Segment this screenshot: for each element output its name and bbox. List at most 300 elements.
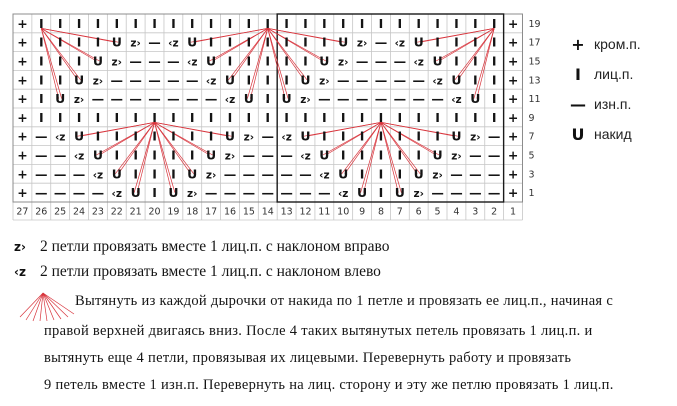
chart-cell-purl-stitch: — xyxy=(393,53,407,69)
chart-cell-purl-stitch: — xyxy=(223,185,237,201)
chart-cell-knit-stitch: I xyxy=(303,15,308,31)
row-number-label: 5 xyxy=(528,150,535,162)
chart-cell-knit-stitch: I xyxy=(284,15,289,31)
chart-cell-purl-stitch: — xyxy=(148,34,161,50)
chart-cell-knit-stitch: I xyxy=(57,34,63,50)
chart-cell-knit-stitch: I xyxy=(133,147,138,163)
chart-cell-purl-stitch: — xyxy=(242,185,256,201)
chart-cell-knit-stitch: I xyxy=(359,109,365,125)
chart-cell-purl-stitch: — xyxy=(186,72,199,88)
chart-cell-edge-stitch: + xyxy=(17,166,28,182)
chart-cell-knit-stitch: I xyxy=(265,72,271,88)
chart-cell-knit-stitch: I xyxy=(76,15,82,31)
chart-cell-purl-stitch: — xyxy=(72,185,86,201)
fan-icon-line xyxy=(43,293,68,317)
chart-cell-knit-stitch: I xyxy=(171,15,176,31)
chart-cell-purl-stitch: — xyxy=(355,53,369,69)
knit-stitch-symbol: I xyxy=(575,64,581,84)
chart-cell-knit-stitch: I xyxy=(227,15,233,31)
chart-cell-knit-stitch: I xyxy=(189,147,195,163)
chart-cell-yarn-over: U xyxy=(187,166,198,182)
chart-cell-edge-stitch: + xyxy=(17,185,28,201)
chart-cell-purl-stitch: — xyxy=(242,147,256,163)
chart-cell-right-lean-decrease: z› xyxy=(451,150,462,163)
chart-cell-edge-stitch: + xyxy=(507,109,519,125)
pulled-loop-line xyxy=(38,28,58,98)
left-lean-decrease-icon: ‹z xyxy=(14,265,26,279)
yarn-over-label: накид xyxy=(594,126,632,142)
column-number-label: 7 xyxy=(396,206,403,218)
chart-cell-yarn-over: U xyxy=(357,185,368,201)
column-number-label: 3 xyxy=(472,206,479,218)
chart-cell-purl-stitch: — xyxy=(299,166,312,182)
chart-cell-knit-stitch: I xyxy=(303,53,308,69)
chart-cell-knit-stitch: I xyxy=(472,72,478,88)
chart-cell-knit-stitch: I xyxy=(152,15,157,31)
chart-cell-edge-stitch: + xyxy=(17,147,28,163)
chart-cell-yarn-over: U xyxy=(451,128,462,144)
chart-cell-knit-stitch: I xyxy=(57,72,63,88)
column-number-label: 22 xyxy=(110,206,123,218)
chart-cell-yarn-over: U xyxy=(451,72,462,88)
chart-cell-yarn-over: U xyxy=(73,128,85,144)
right-lean-decrease-text: 2 петли провязать вместе 1 лиц.п. с наклоном вправо xyxy=(40,238,390,255)
chart-cell-knit-stitch: I xyxy=(38,53,44,69)
chart-cell-left-lean-decrease: ‹z xyxy=(432,75,443,88)
note-left-lean-decrease xyxy=(14,263,381,281)
chart-cell-knit-stitch: I xyxy=(208,109,214,125)
chart-cell-knit-stitch: I xyxy=(435,34,440,50)
chart-cell-purl-stitch: — xyxy=(167,91,180,107)
chart-cell-knit-stitch: I xyxy=(265,109,271,125)
chart-cell-knit-stitch: I xyxy=(378,109,384,125)
chart-cell-purl-stitch: — xyxy=(487,185,501,201)
note-right-lean-decrease xyxy=(14,238,389,256)
chart-cell-yarn-over: U xyxy=(111,166,122,182)
chart-cell-knit-stitch: I xyxy=(491,91,497,107)
chart-cell-purl-stitch: — xyxy=(242,166,256,182)
chart-cell-purl-stitch: — xyxy=(223,166,237,182)
chart-cell-purl-stitch: — xyxy=(412,91,425,107)
chart-cell-knit-stitch: I xyxy=(38,34,44,50)
chart-cell-purl-stitch: — xyxy=(374,91,388,107)
chart-cell-purl-stitch: — xyxy=(393,72,407,88)
chart-cell-purl-stitch: — xyxy=(129,53,142,69)
chart-cell-purl-stitch: — xyxy=(204,185,218,201)
chart-cell-purl-stitch: — xyxy=(318,91,331,107)
chart-cell-yarn-over: U xyxy=(394,185,405,201)
chart-cell-knit-stitch: I xyxy=(152,185,157,201)
chart-cell-right-lean-decrease: z› xyxy=(224,150,236,163)
chart-cell-knit-stitch: I xyxy=(454,15,459,31)
chart-cell-knit-stitch: I xyxy=(378,147,384,163)
chart-cell-knit-stitch: I xyxy=(378,15,384,31)
chart-cell-yarn-over: U xyxy=(92,53,103,69)
chart-cell-yarn-over: U xyxy=(55,91,66,107)
chart-cell-right-lean-decrease: z› xyxy=(92,75,104,88)
chart-cell-left-lean-decrease: ‹z xyxy=(394,37,406,50)
chart-cell-purl-stitch: — xyxy=(72,166,86,182)
chart-cell-purl-stitch: — xyxy=(487,166,501,182)
chart-cell-knit-stitch: I xyxy=(491,15,497,31)
chart-cell-knit-stitch: I xyxy=(246,34,252,50)
chart-cell-knit-stitch: I xyxy=(265,34,271,50)
chart-cell-knit-stitch: I xyxy=(397,147,403,163)
chart-cell-purl-stitch: — xyxy=(374,72,388,88)
chart-cell-knit-stitch: I xyxy=(95,128,101,144)
chart-cell-purl-stitch: — xyxy=(450,166,463,182)
chart-cell-edge-stitch: + xyxy=(17,109,28,125)
chart-cell-purl-stitch: — xyxy=(280,166,293,182)
chart-cell-right-lean-decrease: z› xyxy=(205,169,217,182)
chart-cell-yarn-over: U xyxy=(168,185,179,201)
column-number-label: 2 xyxy=(491,206,498,218)
chart-cell-left-lean-decrease: ‹z xyxy=(451,94,462,107)
chart-cell-knit-stitch: I xyxy=(491,34,497,50)
chart-cell-edge-stitch: + xyxy=(507,72,519,88)
chart-cell-purl-stitch: — xyxy=(148,91,161,107)
chart-cell-purl-stitch: — xyxy=(299,185,312,201)
chart-cell-knit-stitch: I xyxy=(265,91,271,107)
chart-cell-knit-stitch: I xyxy=(76,109,82,125)
column-number-label: 17 xyxy=(205,206,218,218)
column-number-label: 14 xyxy=(261,206,274,218)
chart-cell-knit-stitch: I xyxy=(57,109,63,125)
column-number-label: 20 xyxy=(148,206,161,218)
chart-cell-yarn-over: U xyxy=(319,53,330,69)
chart-cell-purl-stitch: — xyxy=(336,91,350,107)
chart-cell-knit-stitch: I xyxy=(322,109,327,125)
column-number-label: 11 xyxy=(318,206,331,218)
chart-cell-purl-stitch: — xyxy=(318,185,331,201)
chart-cell-yarn-over: U xyxy=(92,147,103,163)
chart-cell-purl-stitch: — xyxy=(487,128,501,144)
row-number-label: 15 xyxy=(528,56,541,68)
column-number-label: 10 xyxy=(337,206,350,218)
chart-cell-knit-stitch: I xyxy=(133,166,138,182)
chart-cell-purl-stitch: — xyxy=(261,185,274,201)
column-number-label: 13 xyxy=(280,206,293,218)
chart-cell-knit-stitch: I xyxy=(189,109,195,125)
chart-cell-knit-stitch: I xyxy=(340,109,346,125)
chart-cell-edge-stitch: + xyxy=(507,91,519,107)
chart-cell-purl-stitch: — xyxy=(110,91,124,107)
edge-stitch-symbol: + xyxy=(571,34,585,54)
chart-cell-yarn-over: U xyxy=(206,147,217,163)
pull-instructions-line-3: вытянуть еще 4 петли, провязывая их лицевыми. Перевернуть работу и провязать xyxy=(44,350,572,366)
column-number-label: 4 xyxy=(453,206,460,218)
chart-cell-knit-stitch: I xyxy=(284,72,289,88)
chart-cell-knit-stitch: I xyxy=(152,147,157,163)
chart-cell-purl-stitch: — xyxy=(148,72,161,88)
chart-cell-knit-stitch: I xyxy=(171,166,176,182)
chart-cell-yarn-over: U xyxy=(111,34,122,50)
chart-cell-knit-stitch: I xyxy=(152,166,157,182)
pulled-loop-line xyxy=(268,28,285,98)
chart-cell-knit-stitch: I xyxy=(435,128,440,144)
chart-cell-purl-stitch: — xyxy=(204,91,218,107)
chart-cell-knit-stitch: I xyxy=(359,147,365,163)
chart-cell-purl-stitch: — xyxy=(53,147,67,163)
chart-cell-yarn-over: U xyxy=(338,34,349,50)
chart-cell-knit-stitch: I xyxy=(491,72,497,88)
row-number-label: 11 xyxy=(528,94,541,106)
pulled-loops-fan-icon xyxy=(16,290,76,322)
column-number-label: 12 xyxy=(299,206,312,218)
chart-cell-edge-stitch: + xyxy=(17,91,28,107)
chart-cell-right-lean-decrease: z› xyxy=(319,75,330,88)
chart-cell-yarn-over: U xyxy=(470,91,481,107)
chart-cell-knit-stitch: I xyxy=(416,109,422,125)
chart-cell-yarn-over: U xyxy=(338,166,349,182)
chart-cell-knit-stitch: I xyxy=(152,109,157,125)
chart-cell-purl-stitch: — xyxy=(261,128,274,144)
chart-cell-edge-stitch: + xyxy=(507,128,519,144)
chart-cell-knit-stitch: I xyxy=(284,34,289,50)
column-number-label: 21 xyxy=(129,206,142,218)
chart-cell-knit-stitch: I xyxy=(57,15,63,31)
chart-cell-knit-stitch: I xyxy=(227,109,233,125)
chart-cell-right-lean-decrease: z› xyxy=(432,169,443,182)
chart-cell-knit-stitch: I xyxy=(76,53,82,69)
chart-cell-right-lean-decrease: z› xyxy=(111,56,123,69)
row-number-label: 7 xyxy=(528,131,535,143)
chart-cell-knit-stitch: I xyxy=(472,15,478,31)
chart-cell-right-lean-decrease: z› xyxy=(187,188,198,201)
chart-cell-purl-stitch: — xyxy=(431,91,444,107)
chart-cell-knit-stitch: I xyxy=(246,109,252,125)
legend-purl-stitch xyxy=(569,94,631,114)
chart-cell-yarn-over: U xyxy=(319,147,330,163)
chart-cell-knit-stitch: I xyxy=(38,15,44,31)
chart-cell-edge-stitch: + xyxy=(507,166,519,182)
chart-cell-knit-stitch: I xyxy=(454,109,459,125)
chart-cell-knit-stitch: I xyxy=(491,109,497,125)
chart-cell-left-lean-decrease: ‹z xyxy=(300,150,311,163)
chart-cell-knit-stitch: I xyxy=(359,15,365,31)
chart-cell-knit-stitch: I xyxy=(38,109,44,125)
pull-instructions-line-1: Вытянуть из каждой дырочки от накида по 1 петле и провязать ее лиц.п., начиная с xyxy=(75,293,614,309)
chart-cell-purl-stitch: — xyxy=(110,72,124,88)
chart-cell-yarn-over: U xyxy=(413,166,424,182)
chart-cell-edge-stitch: + xyxy=(507,15,519,31)
chart-cell-knit-stitch: I xyxy=(171,109,176,125)
chart-cell-edge-stitch: + xyxy=(17,72,28,88)
chart-cell-yarn-over: U xyxy=(281,91,292,107)
column-number-label: 18 xyxy=(186,206,199,218)
chart-cell-knit-stitch: I xyxy=(171,147,176,163)
legend-yarn-over xyxy=(569,124,632,144)
chart-cell-knit-stitch: I xyxy=(472,34,478,50)
edge-stitch-label: кром.п. xyxy=(594,36,641,52)
chart-cell-purl-stitch: — xyxy=(336,72,350,88)
row-number-label: 19 xyxy=(528,18,541,30)
chart-cell-knit-stitch: I xyxy=(114,109,120,125)
chart-cell-edge-stitch: + xyxy=(507,147,519,163)
chart-cell-knit-stitch: I xyxy=(76,34,82,50)
chart-cell-knit-stitch: I xyxy=(397,109,403,125)
chart-cell-knit-stitch: I xyxy=(208,34,214,50)
chart-cell-yarn-over: U xyxy=(224,128,236,144)
chart-cell-knit-stitch: I xyxy=(208,128,214,144)
chart-cell-knit-stitch: I xyxy=(38,72,44,88)
chart-cell-knit-stitch: I xyxy=(491,53,497,69)
chart-cell-right-lean-decrease: z› xyxy=(337,56,349,69)
chart-cell-knit-stitch: I xyxy=(171,128,176,144)
chart-cell-right-lean-decrease: z› xyxy=(130,37,141,50)
column-number-label: 5 xyxy=(434,206,441,218)
chart-cell-right-lean-decrease: z› xyxy=(470,131,481,144)
chart-cell-knit-stitch: I xyxy=(95,34,101,50)
chart-cell-knit-stitch: I xyxy=(95,109,101,125)
chart-cell-purl-stitch: — xyxy=(35,128,48,144)
chart-cell-left-lean-decrease: ‹z xyxy=(92,169,104,182)
chart-cell-right-lean-decrease: z› xyxy=(73,94,85,107)
chart-cell-left-lean-decrease: ‹z xyxy=(224,94,236,107)
chart-cell-right-lean-decrease: z› xyxy=(243,131,255,144)
chart-cell-yarn-over: U xyxy=(243,91,254,107)
chart-cell-knit-stitch: I xyxy=(359,166,365,182)
chart-cell-purl-stitch: — xyxy=(186,91,199,107)
chart-cell-knit-stitch: I xyxy=(359,128,365,144)
chart-cell-yarn-over: U xyxy=(187,34,198,50)
chart-cell-knit-stitch: I xyxy=(378,166,384,182)
chart-cell-knit-stitch: I xyxy=(472,53,478,69)
pull-instructions-line-4: 9 петель вместе 1 изн.п. Перевернуть на лиц. сторону и эту же петлю провязать 1 лиц.п. xyxy=(44,377,614,393)
chart-cell-yarn-over: U xyxy=(300,128,311,144)
chart-cell-left-lean-decrease: ‹z xyxy=(337,188,349,201)
chart-cell-knit-stitch: I xyxy=(303,34,308,50)
column-number-label: 16 xyxy=(223,206,237,218)
chart-cell-knit-stitch: I xyxy=(397,128,403,144)
chart-cell-yarn-over: U xyxy=(432,147,443,163)
chart-cell-right-lean-decrease: z› xyxy=(413,188,424,201)
yarn-over-symbol: U xyxy=(571,124,585,144)
chart-cell-purl-stitch: — xyxy=(91,91,105,107)
chart-cell-purl-stitch: — xyxy=(35,147,48,163)
chart-cell-knit-stitch: I xyxy=(397,166,403,182)
chart-cell-edge-stitch: + xyxy=(17,15,28,31)
chart-cell-purl-stitch: — xyxy=(469,166,482,182)
chart-cell-edge-stitch: + xyxy=(507,185,519,201)
purl-stitch-label: изн.п. xyxy=(594,96,632,112)
chart-cell-knit-stitch: I xyxy=(435,109,440,125)
column-number-label: 9 xyxy=(359,206,366,218)
chart-cell-purl-stitch: — xyxy=(355,91,369,107)
row-number-label: 9 xyxy=(528,112,535,124)
fan-icon-line xyxy=(20,293,43,317)
chart-cell-purl-stitch: — xyxy=(374,53,388,69)
chart-cell-knit-stitch: I xyxy=(133,15,138,31)
column-number-label: 19 xyxy=(167,206,180,218)
chart-cell-purl-stitch: — xyxy=(167,53,180,69)
chart-cell-yarn-over: U xyxy=(300,72,311,88)
chart-cell-knit-stitch: I xyxy=(340,147,346,163)
column-number-label: 8 xyxy=(377,206,384,218)
chart-cell-left-lean-decrease: ‹z xyxy=(111,188,123,201)
purl-stitch-symbol: — xyxy=(570,94,586,114)
chart-cell-knit-stitch: I xyxy=(378,185,384,201)
chart-cell-purl-stitch: — xyxy=(469,185,482,201)
chart-cell-edge-stitch: + xyxy=(17,34,28,50)
chart-cell-purl-stitch: — xyxy=(412,72,425,88)
chart-cell-left-lean-decrease: ‹z xyxy=(187,56,198,69)
chart-cell-purl-stitch: — xyxy=(35,185,48,201)
chart-cell-edge-stitch: + xyxy=(507,53,519,69)
chart-cell-knit-stitch: I xyxy=(322,128,327,144)
chart-cell-knit-stitch: I xyxy=(416,128,422,144)
chart-cell-knit-stitch: I xyxy=(378,128,384,144)
knitting-chart xyxy=(0,0,550,224)
chart-cell-left-lean-decrease: ‹z xyxy=(73,150,85,163)
column-number-label: 24 xyxy=(72,206,86,218)
chart-cell-knit-stitch: I xyxy=(227,53,233,69)
legend-edge-stitch xyxy=(569,34,641,54)
chart-cell-purl-stitch: — xyxy=(280,147,293,163)
chart-cell-right-lean-decrease: z› xyxy=(356,37,368,50)
chart-cell-left-lean-decrease: ‹z xyxy=(205,75,217,88)
left-lean-decrease-text: 2 петли провязать вместе 1 лиц.п. с наклоном влево xyxy=(40,263,381,280)
chart-cell-yarn-over: U xyxy=(413,34,424,50)
chart-cell-purl-stitch: — xyxy=(355,72,369,88)
chart-cell-left-lean-decrease: ‹z xyxy=(281,131,292,144)
chart-cell-knit-stitch: I xyxy=(189,128,195,144)
column-number-label: 15 xyxy=(242,206,255,218)
row-number-label: 13 xyxy=(528,75,541,87)
chart-cell-yarn-over: U xyxy=(206,53,217,69)
row-number-label: 17 xyxy=(528,37,541,49)
chart-cell-knit-stitch: I xyxy=(340,15,346,31)
chart-cell-yarn-over: U xyxy=(73,72,85,88)
chart-cell-edge-stitch: + xyxy=(17,53,28,69)
chart-cell-knit-stitch: I xyxy=(189,15,195,31)
chart-cell-purl-stitch: — xyxy=(374,34,388,50)
chart-cell-knit-stitch: I xyxy=(397,15,403,31)
chart-cell-left-lean-decrease: ‹z xyxy=(54,131,66,144)
column-number-label: 23 xyxy=(91,206,104,218)
chart-cell-knit-stitch: I xyxy=(265,53,271,69)
knit-stitch-label: лиц.п. xyxy=(594,66,634,82)
chart-cell-knit-stitch: I xyxy=(284,109,289,125)
chart-cell-knit-stitch: I xyxy=(416,15,422,31)
chart-cell-purl-stitch: — xyxy=(91,185,105,201)
column-number-label: 27 xyxy=(16,206,29,218)
chart-cell-right-lean-decrease: z› xyxy=(300,94,311,107)
chart-cell-purl-stitch: — xyxy=(53,166,67,182)
chart-cell-purl-stitch: — xyxy=(393,91,407,107)
chart-cell-left-lean-decrease: ‹z xyxy=(413,56,424,69)
chart-cell-knit-stitch: I xyxy=(246,53,252,69)
chart-cell-knit-stitch: I xyxy=(246,72,252,88)
chart-cell-knit-stitch: I xyxy=(322,15,327,31)
chart-cell-knit-stitch: I xyxy=(322,34,327,50)
chart-cell-knit-stitch: I xyxy=(133,128,138,144)
chart-cell-knit-stitch: I xyxy=(435,15,440,31)
column-number-label: 26 xyxy=(35,206,48,218)
chart-cell-knit-stitch: I xyxy=(472,109,478,125)
column-number-label: 25 xyxy=(54,206,67,218)
chart-cell-knit-stitch: I xyxy=(454,53,459,69)
chart-cell-purl-stitch: — xyxy=(35,166,48,182)
right-lean-decrease-icon: z› xyxy=(14,240,26,254)
pulled-loop-line xyxy=(155,122,172,192)
row-number-label: 1 xyxy=(528,188,535,200)
chart-cell-purl-stitch: — xyxy=(450,185,463,201)
chart-cell-knit-stitch: I xyxy=(303,109,308,125)
column-number-label: 1 xyxy=(510,206,517,218)
chart-cell-purl-stitch: — xyxy=(148,53,161,69)
chart-cell-yarn-over: U xyxy=(432,53,443,69)
